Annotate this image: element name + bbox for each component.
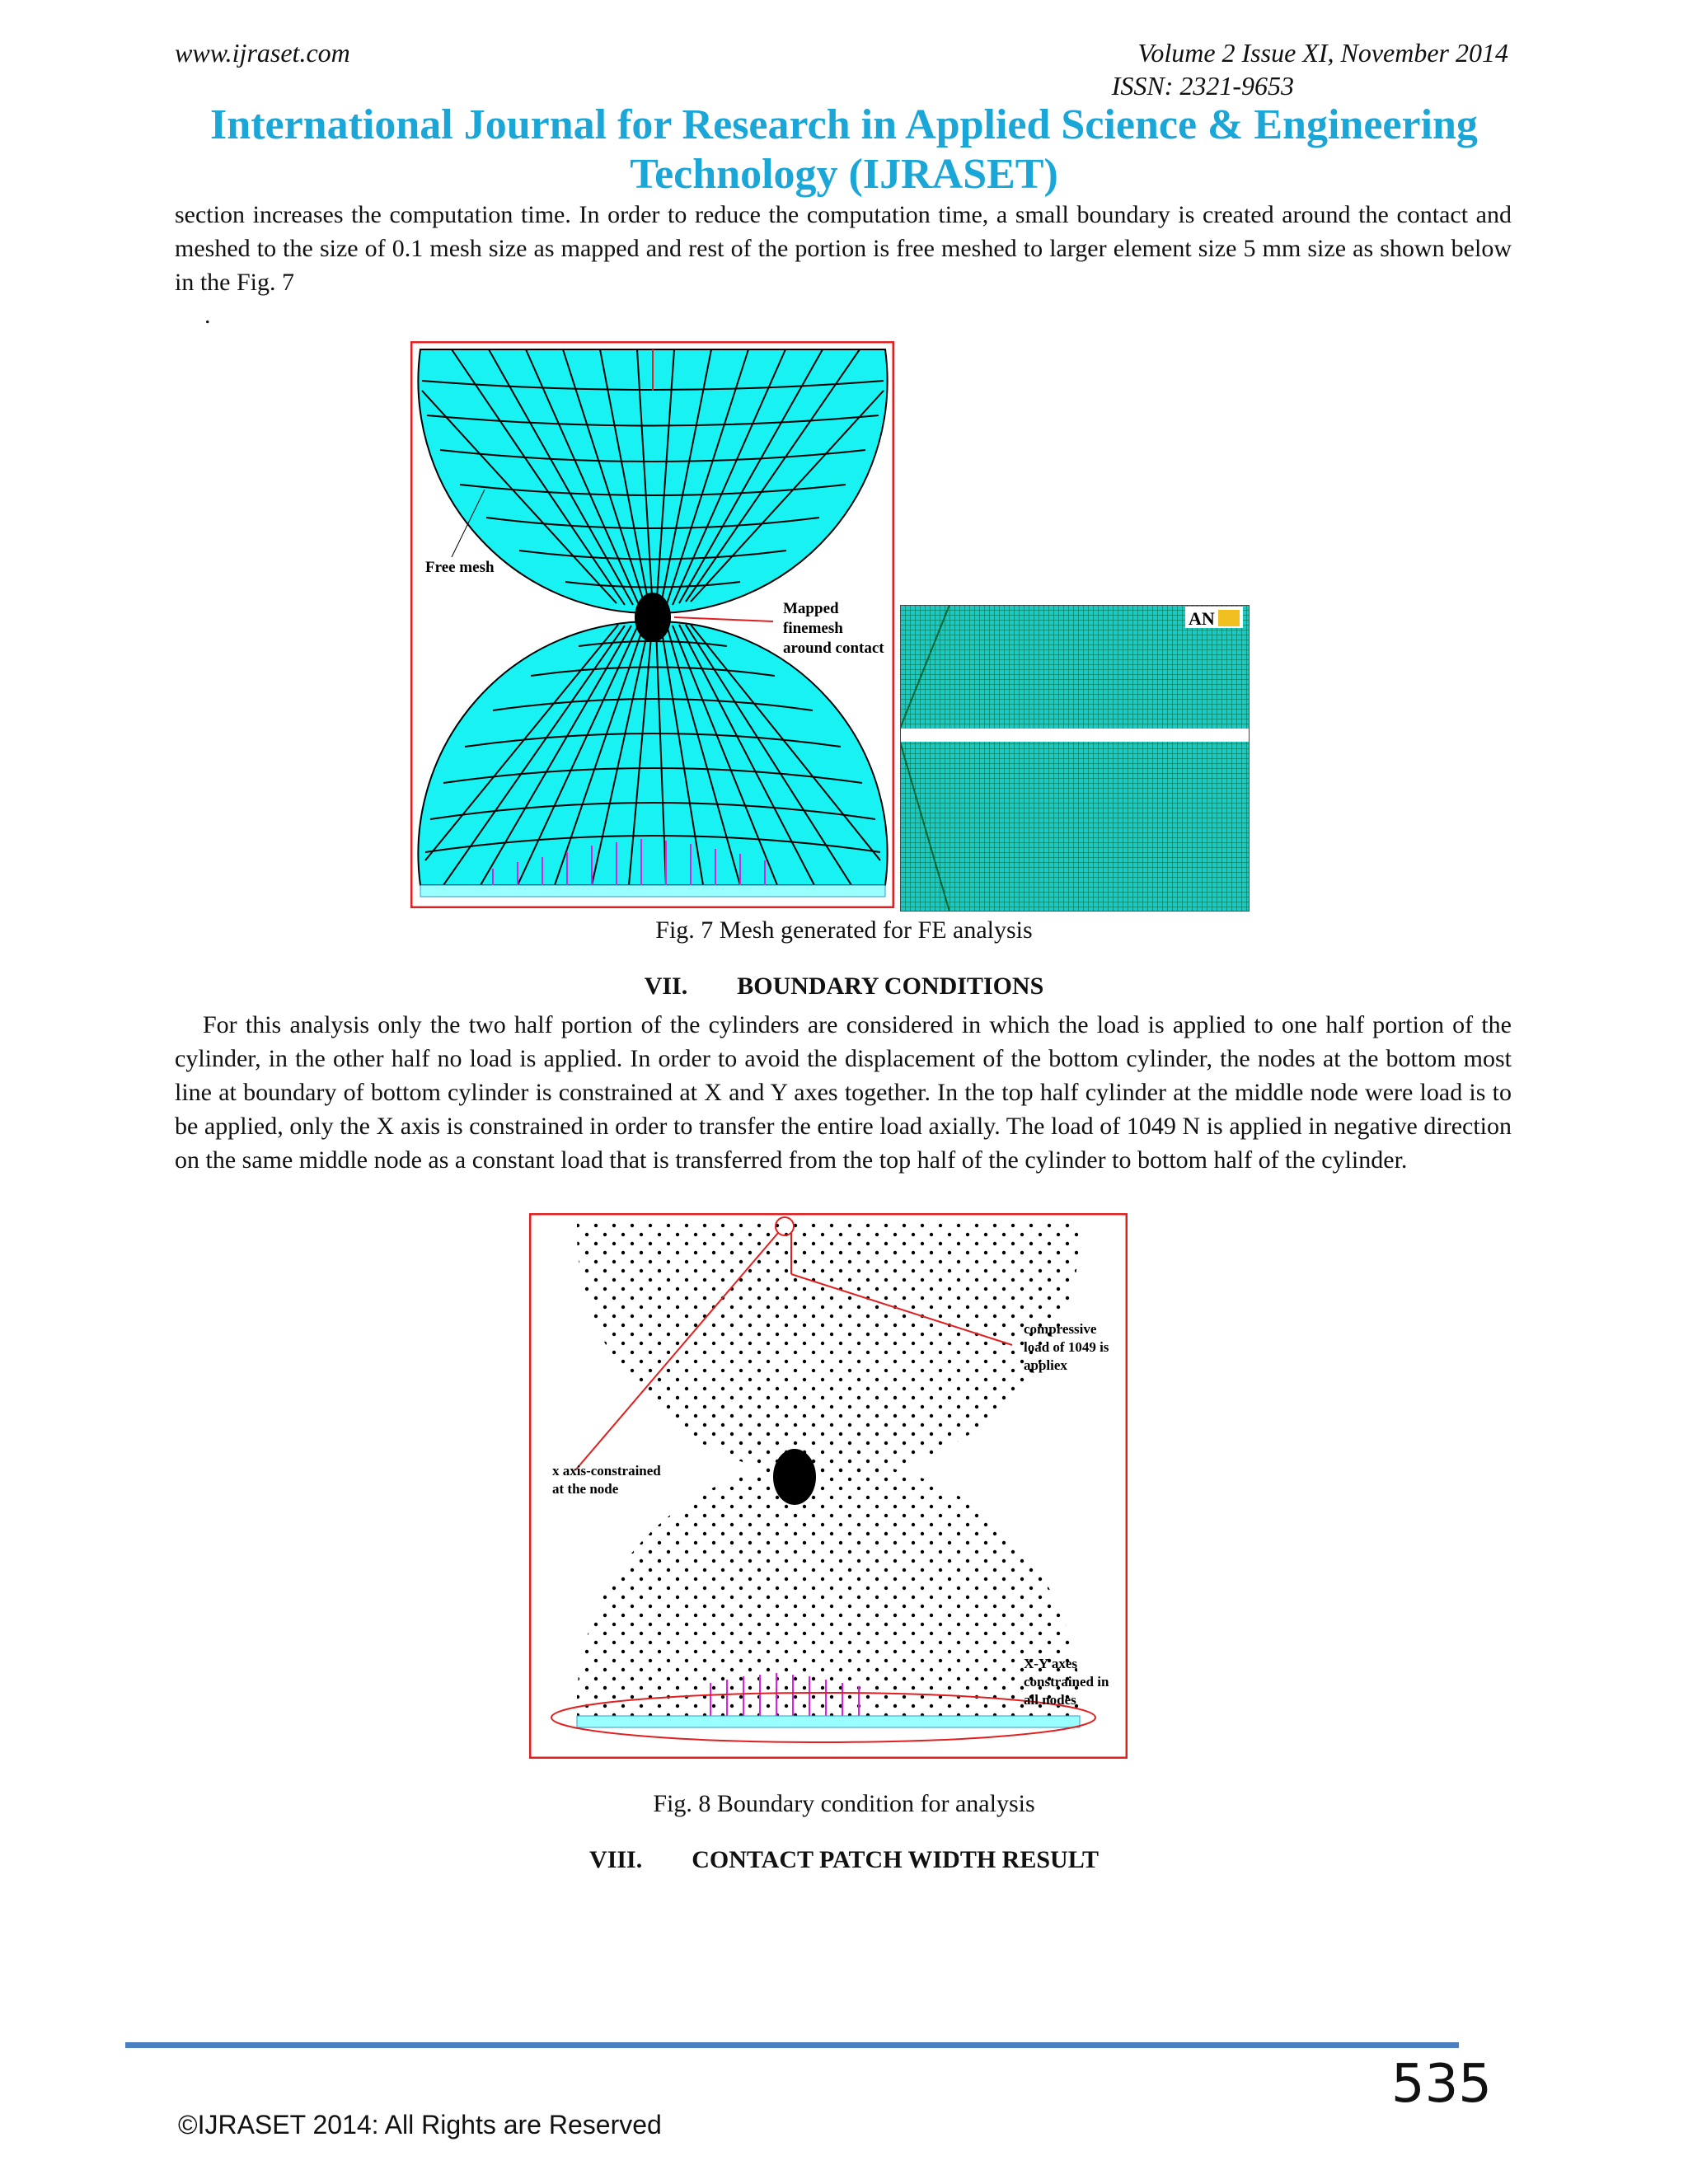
label-mapped-2: finemesh bbox=[783, 620, 843, 637]
header-issn: ISSN: 2321-9653 bbox=[1111, 71, 1294, 101]
label-free-mesh: Free mesh bbox=[425, 559, 495, 576]
zoom-mesh-grid bbox=[900, 605, 1250, 912]
label-load-2: load of 1049 is bbox=[1024, 1339, 1109, 1355]
fig8-boundary-figure bbox=[529, 1213, 1128, 1759]
fig7-caption: Fig. 7 Mesh generated for FE analysis bbox=[655, 916, 1033, 944]
label-x-constrained-1: x axis-constrained bbox=[552, 1463, 661, 1479]
copyright: ©IJRASET 2014: All Rights are Reserved bbox=[178, 2110, 662, 2139]
header-volume: Volume 2 Issue XI, November 2014 bbox=[1137, 38, 1508, 68]
fig8-support-base bbox=[577, 1716, 1080, 1727]
label-mapped-3: around contact bbox=[783, 640, 884, 657]
label-xy-3: all nodes bbox=[1024, 1692, 1076, 1708]
journal-title-line1: International Journal for Research in Applied Science & Engineering bbox=[210, 101, 1478, 148]
fig7-zoom-figure bbox=[900, 605, 1250, 912]
stray-dot: . bbox=[204, 302, 211, 329]
label-load-3: appliex bbox=[1024, 1357, 1067, 1373]
contact-gap bbox=[900, 729, 1250, 742]
section8-heading bbox=[0, 1846, 1688, 1874]
intro-paragraph: section increases the computation time. In order to reduce the computation time, a small boundary is created around the contact and meshed to the size of 0.1 mesh size as mapped and rest of the portion is free meshed to larger element size 5 mm size as shown below in the Fig. 7 bbox=[175, 201, 1512, 296]
section7-title: BOUNDARY CONDITIONS bbox=[737, 972, 1044, 1000]
section7-number: VII. bbox=[644, 972, 688, 1000]
section8-number: VIII. bbox=[589, 1846, 643, 1873]
label-load-1: compressive bbox=[1024, 1321, 1097, 1337]
section8-title: CONTACT PATCH WIDTH RESULT bbox=[692, 1846, 1099, 1873]
label-mapped-1: Mapped bbox=[783, 600, 839, 617]
support-base bbox=[420, 885, 885, 897]
ansys-logo-text: AN bbox=[1189, 608, 1215, 629]
journal-title bbox=[0, 101, 1688, 199]
section7-heading bbox=[0, 972, 1688, 1001]
label-xy-2: constrained in bbox=[1024, 1674, 1109, 1690]
label-xy-1: X-Y axes bbox=[1024, 1656, 1077, 1671]
fig7-mesh-figure bbox=[410, 341, 894, 908]
contact-fine-mesh bbox=[635, 593, 671, 642]
fig8-caption: Fig. 8 Boundary condition for analysis bbox=[653, 1790, 1035, 1817]
footer-rule bbox=[125, 2042, 1459, 2048]
contact-node-cluster bbox=[773, 1449, 816, 1505]
page-number: 535 bbox=[1390, 2054, 1492, 2115]
label-x-constrained-2: at the node bbox=[552, 1481, 619, 1497]
section7-paragraph: For this analysis only the two half portion of the cylinders are considered in which the load is applied to one half portion of the cylinder, in the other half no load is applied. In order to avoid the displacement of the bottom cylinder, the nodes at the bottom most line at boundary of bottom cylinder is constrained at X and Y axes together. In the top half cylinder at the middle node were load is to be applied, only the X axis is constrained in order to transfer the entire load axially. The load of 1049 N is applied in negative direction on the same middle node as a constant load that is transferred from the top half of the cylinder to bottom half of the cylinder. bbox=[175, 1011, 1512, 1174]
journal-title-line2: Technology (IJRASET) bbox=[630, 151, 1058, 198]
header-website: www.ijraset.com bbox=[175, 38, 350, 68]
